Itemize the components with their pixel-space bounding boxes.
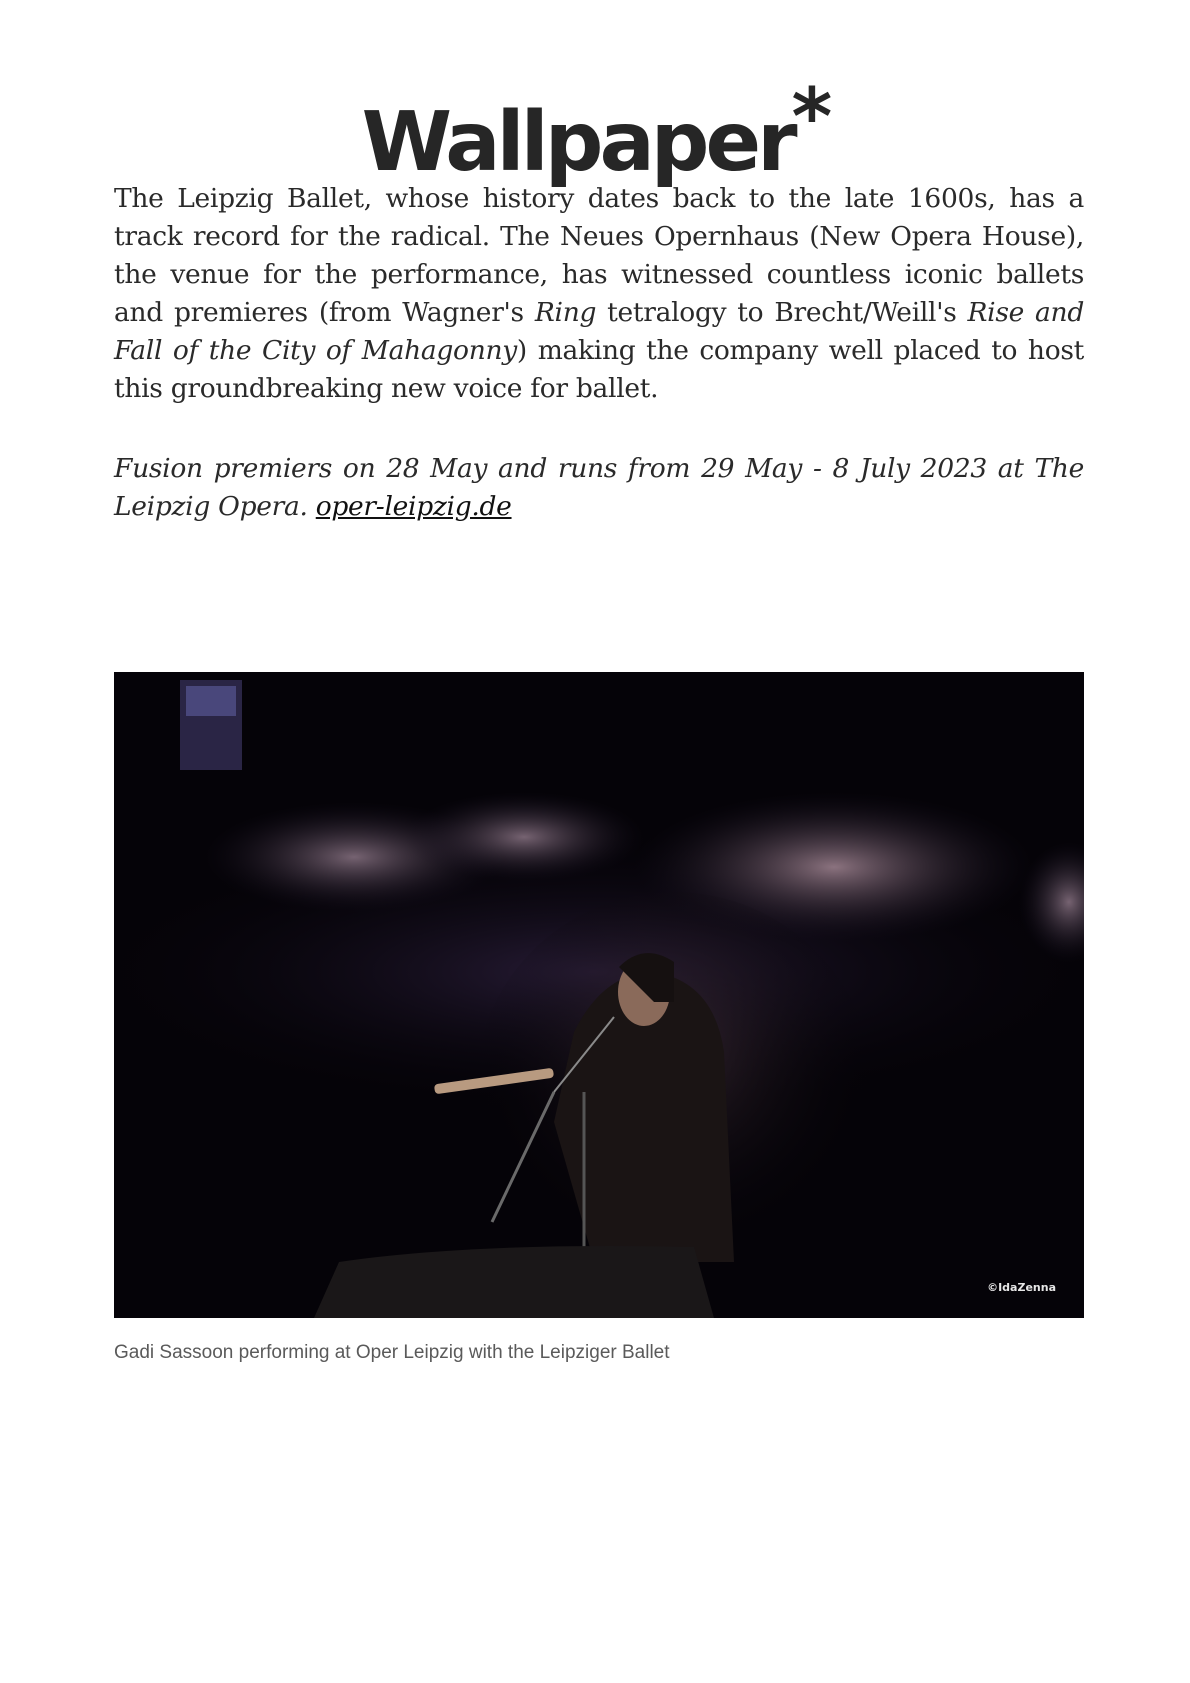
logo-text: Wallpaper xyxy=(361,95,794,190)
oper-leipzig-link[interactable]: oper-leipzig.de xyxy=(315,491,512,522)
wallpaper-logo[interactable] xyxy=(0,68,1190,193)
article-paragraph xyxy=(114,180,1084,408)
ring-title: Ring xyxy=(534,297,597,328)
paragraph-text-2: tetralogy to Brecht/Weill's xyxy=(596,297,968,328)
paragraph-text-1: The Leipzig Ballet, whose history dates back to the late 1600s, has a track record for the radical. The Neues Opernhaus (New Opera House), the venue for the performance, has witnessed countless iconic ballets and premieres (from Wagner's xyxy=(114,183,1084,328)
photo-caption: Gadi Sassoon performing at Oper Leipzig with the Leipziger Ballet xyxy=(114,1342,670,1363)
run-info xyxy=(114,450,1084,526)
paragraph-text-3: ) making the company well placed to host this groundbreaking new voice for ballet. xyxy=(114,335,1085,404)
photo-credit: ©IdaZenna xyxy=(987,1281,1056,1294)
logo-star: * xyxy=(791,73,829,163)
run-info-text: Fusion premiers on 28 May and runs from 29 May - 8 July 2023 at The Leipzig Opera. xyxy=(114,453,1084,522)
stage-scene xyxy=(114,672,1084,1318)
performance-photo xyxy=(114,672,1084,1318)
mahagonny-title: Rise and Fall of the City of Mahagonny xyxy=(114,297,1084,366)
